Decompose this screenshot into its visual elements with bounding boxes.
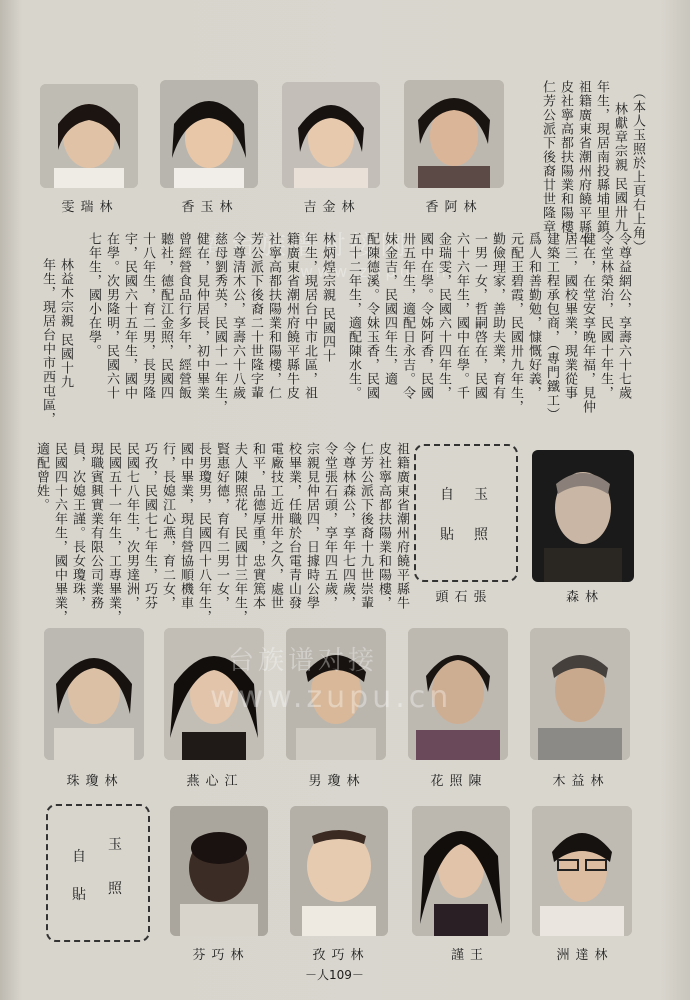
bio-column: 十八年生，育二男，長男隆 bbox=[140, 232, 155, 400]
placeholder-label: 照 bbox=[474, 527, 488, 543]
watermark-text: 台族谱对接 bbox=[228, 646, 379, 676]
bio-column: 員，次媳王謹。長女瓊珠， bbox=[70, 442, 85, 610]
bio-column: 皮社寧高都扶陽業和陽樓， bbox=[558, 80, 573, 248]
bio-column: 爲人和善勤勉，慷慨好義， bbox=[526, 232, 541, 400]
bio-column: 賢惠好德，育有二男一女， bbox=[214, 442, 229, 610]
photo-caption: 洲達林 bbox=[556, 948, 614, 963]
bio-column: 元配王碧霞，民國卅九年生， bbox=[508, 232, 523, 414]
bio-column: 民國五十一年生，工專畢業， bbox=[106, 442, 121, 624]
watermark-url: www.zupu.cn bbox=[210, 680, 453, 715]
bio-column: 五十二年生，適配陳水生。 bbox=[346, 232, 361, 400]
bio-column: 年生，現居台中市北區，祖 bbox=[302, 232, 317, 400]
portrait-photo bbox=[412, 806, 510, 936]
bio-column: 令尊益網公，享壽六十七歲 bbox=[616, 232, 631, 400]
portrait-photo bbox=[532, 450, 634, 582]
watermark-text: 濟台族谱对接网 bbox=[200, 231, 411, 261]
bio-column: 健在，在堂安享晚年福，見仲 bbox=[580, 232, 595, 414]
bio-column: 皮社寧高都扶陽業和陽樓， bbox=[376, 442, 391, 610]
bio-column: 勤儉理家，善助夫業，育有 bbox=[490, 232, 505, 400]
bio-column: 夫人陳照花，民國廿三年生， bbox=[232, 442, 247, 624]
bio-column: 仁芳公派下後裔廿世隆章 bbox=[540, 80, 555, 234]
bio-column: 令堂張石頭，享年四五歲， bbox=[322, 442, 337, 610]
portrait-photo bbox=[530, 628, 630, 760]
bio-column: 林獻章宗親 民國卅九 bbox=[612, 102, 627, 234]
photo-caption: 花照陳 bbox=[430, 774, 488, 789]
photo-caption: 珠瓊林 bbox=[66, 774, 124, 789]
self-photo-placeholder bbox=[46, 804, 150, 942]
photo-caption: 香玉林 bbox=[181, 200, 239, 215]
bio-column: 年生，現居南投縣埔里鎮 bbox=[594, 80, 609, 234]
placeholder-label: 貼 bbox=[440, 527, 454, 543]
photo-caption: 森林 bbox=[565, 590, 604, 605]
bio-column: 配陳德溪。令妹玉香，民國 bbox=[364, 232, 379, 400]
portrait-photo bbox=[532, 806, 632, 936]
bio-column: 校畢業，任職於台電青山發 bbox=[286, 442, 301, 610]
bio-column: 在學。次男隆明，民國六十 bbox=[104, 232, 119, 400]
photo-caption: 木益林 bbox=[552, 774, 610, 789]
placeholder-label: 自 bbox=[72, 849, 86, 865]
photo-caption: 謹王 bbox=[450, 948, 489, 963]
placeholder-label: 照 bbox=[108, 881, 122, 897]
bio-column: 籍廣東省潮州府饒平縣牛皮 bbox=[284, 232, 299, 400]
bio-column: 適配曾姓。 bbox=[34, 442, 49, 512]
bio-column: 國中在學。令姊阿香，民國 bbox=[418, 232, 433, 400]
bio-column: 長男瓊男，民國四十八年生， bbox=[196, 442, 211, 624]
bio-column: 七年生，國小在學。 bbox=[86, 232, 101, 358]
bio-column: 現職賓興實業有限公司業務 bbox=[88, 442, 103, 610]
photo-caption: 吉金林 bbox=[303, 200, 361, 215]
photo-caption: 芬巧林 bbox=[192, 948, 250, 963]
portrait-photo bbox=[40, 84, 138, 188]
placeholder-label: 玉 bbox=[474, 487, 488, 503]
bio-column: 卅五年生，適配日永吉。令 bbox=[400, 232, 415, 400]
photo-caption: 男瓊林 bbox=[308, 774, 366, 789]
bio-column: 六十六年生，國中在學。千 bbox=[454, 232, 469, 400]
bio-column: 祖籍廣東省潮州府饒平縣牛 bbox=[394, 442, 409, 610]
bio-column: 建築工程承包商，（專門鐵工） bbox=[544, 232, 559, 422]
bio-column: 巧孜，民國七七年生，巧芬 bbox=[142, 442, 157, 610]
bio-column: 民國七八年生，次男達洲， bbox=[124, 442, 139, 610]
placeholder-label: 玉 bbox=[108, 837, 122, 853]
bio-column: 聽社，德配江金照，民國四 bbox=[158, 232, 173, 400]
bio-column: 行，長媳江心燕，育二女， bbox=[160, 442, 175, 610]
portrait-photo bbox=[170, 806, 268, 936]
bio-column: 居三，國校畢業，現業從事 bbox=[562, 232, 577, 400]
bio-column: 令尊林森公，享年七四歲， bbox=[340, 442, 355, 610]
photo-caption: 頭石張 bbox=[435, 590, 493, 605]
bio-column: 國中畢業，現自營協順機車 bbox=[178, 442, 193, 610]
photo-caption: 燕心江 bbox=[186, 774, 244, 789]
bio-column: 一男一女，哲嗣啓在，民國 bbox=[472, 232, 487, 400]
bio-column: 宇，民國六十五年生，國中 bbox=[122, 232, 137, 400]
placeholder-label: 貼 bbox=[72, 887, 86, 903]
bio-column: 妹金吉，民國四年生，適 bbox=[382, 232, 397, 386]
portrait-photo bbox=[282, 82, 380, 188]
self-photo-placeholder bbox=[414, 444, 518, 582]
bio-column: 林炳煌宗親 民國四十 bbox=[320, 232, 335, 364]
bio-column: 祖籍廣東省潮州府饒平縣牛 bbox=[576, 80, 591, 248]
bio-column: 健在，見仲居長，初中畢業 bbox=[194, 232, 209, 400]
bio-column: 電廠技工近卅年之久，處世 bbox=[268, 442, 283, 610]
bio-column: 林益木宗親 民國十九 bbox=[58, 258, 73, 390]
bio-column: 仁芳公派下後裔十九世崇輩 bbox=[358, 442, 373, 610]
bio-column: 芳公派下後裔二十世隆字輩 bbox=[248, 232, 263, 400]
bio-column: 民國四十六年生，國中畢業， bbox=[52, 442, 67, 624]
bio-column: 和平，品德厚重，忠實篤本 bbox=[250, 442, 265, 610]
bio-column: 宗親見仲居四，日據時公學 bbox=[304, 442, 319, 610]
photo-caption: 孜巧林 bbox=[312, 948, 370, 963]
bio-column: 曾經營食品行多年，經營飯 bbox=[176, 232, 191, 400]
watermark-url: www.zupu.cn bbox=[300, 262, 450, 281]
bio-column: （本人玉照於上頁右上角） bbox=[630, 86, 645, 254]
bio-column: 金瑞雯，民國六十四年生， bbox=[436, 232, 451, 400]
photo-caption: 香阿林 bbox=[425, 200, 483, 215]
bio-column: 令堂林榮治，民國十年生， bbox=[598, 232, 613, 400]
bio-column: 年生，現居台中市西屯區， bbox=[40, 258, 55, 426]
portrait-photo bbox=[404, 80, 504, 188]
bio-column: 社寧高都扶陽業和陽樓，仁 bbox=[266, 232, 281, 400]
portrait-photo bbox=[44, 628, 144, 760]
photo-caption: 雯瑞林 bbox=[61, 200, 119, 215]
page-number: －人109－ bbox=[305, 968, 364, 982]
bio-column: 令尊清木公，享壽六十八歲 bbox=[230, 232, 245, 400]
portrait-photo bbox=[160, 80, 258, 188]
portrait-photo bbox=[290, 806, 388, 936]
placeholder-label: 自 bbox=[440, 487, 454, 503]
bio-column: 慈母劉秀英，民國十一年生， bbox=[212, 232, 227, 414]
